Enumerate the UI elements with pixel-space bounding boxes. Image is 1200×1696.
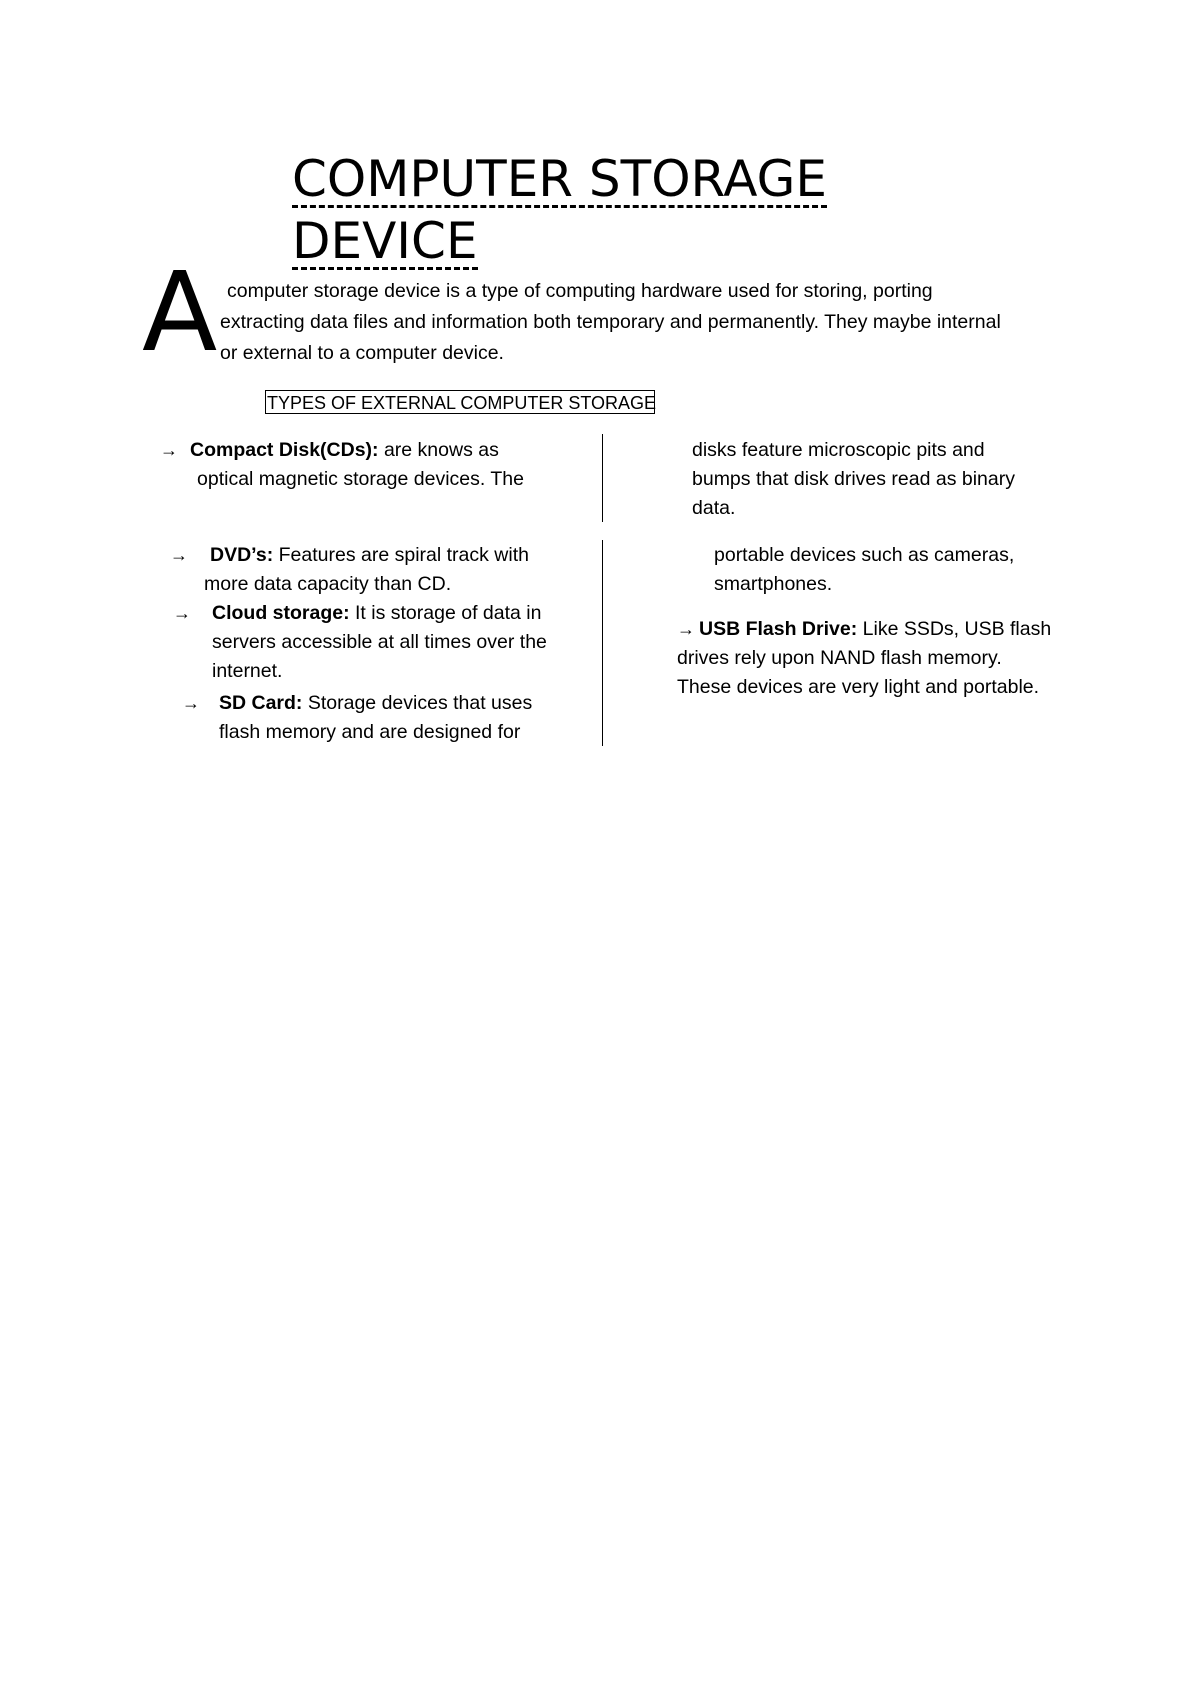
usb-text-3: These devices are very light and portable. [677,676,1040,698]
arrow-icon: → [170,545,188,565]
sd-continuation [714,541,1114,599]
arrow-icon: → [182,693,200,713]
cd-continuation [692,436,1092,523]
cloud-text-1: It is storage of data in [349,602,542,624]
title-line-2: DEVICE [292,212,478,270]
intro-paragraph [220,276,1065,369]
list-item-cloud [173,599,593,686]
usb-text-2: drives rely upon NAND flash memory. [677,647,1002,669]
intro-line-2: extracting data files and information both temporary and permanently. They maybe internal [220,311,1001,333]
column-divider-2 [602,540,603,746]
arrow-icon: → [677,619,695,639]
term-dvd: DVD’s: [210,544,274,566]
cloud-text-3: internet. [212,660,283,682]
arrow-icon: → [173,603,191,623]
title-line-1: COMPUTER STORAGE [292,150,827,208]
list-item-dvd [170,541,590,599]
arrow-icon: → [160,440,178,460]
section-heading-box: TYPES OF EXTERNAL COMPUTER STORAGE [265,390,655,414]
page-title [292,148,827,272]
sd-text-1: Storage devices that uses [302,692,533,714]
sd-cont-line-2: smartphones. [714,573,833,595]
column-divider-1 [602,434,603,522]
list-item-cd [160,436,580,494]
sd-text-2: flash memory and are designed for [219,721,521,743]
usb-text-1: Like SSDs, USB flash [857,618,1052,640]
cloud-text-2: servers accessible at all times over the [212,631,547,653]
term-cd: Compact Disk(CDs): [190,439,379,461]
list-item-usb [677,615,1117,702]
dvd-text-1: Features are spiral track with [273,544,529,566]
sd-cont-line-1: portable devices such as cameras, [714,544,1015,566]
cd-text-2: optical magnetic storage devices. The [197,468,524,490]
drop-cap: A [142,248,218,376]
cd-cont-line-3: data. [692,497,736,519]
term-usb: USB Flash Drive: [699,618,858,640]
cd-cont-line-2: bumps that disk drives read as binary [692,468,1015,490]
list-item-sd [182,689,592,747]
term-cloud: Cloud storage: [212,602,350,624]
cd-text-1: are knows as [378,439,499,461]
term-sd: SD Card: [219,692,303,714]
intro-line-1: computer storage device is a type of computing hardware used for storing, porting [227,280,933,302]
intro-line-3: or external to a computer device. [220,342,504,364]
dvd-text-2: more data capacity than CD. [204,573,452,595]
cd-cont-line-1: disks feature microscopic pits and [692,439,985,461]
